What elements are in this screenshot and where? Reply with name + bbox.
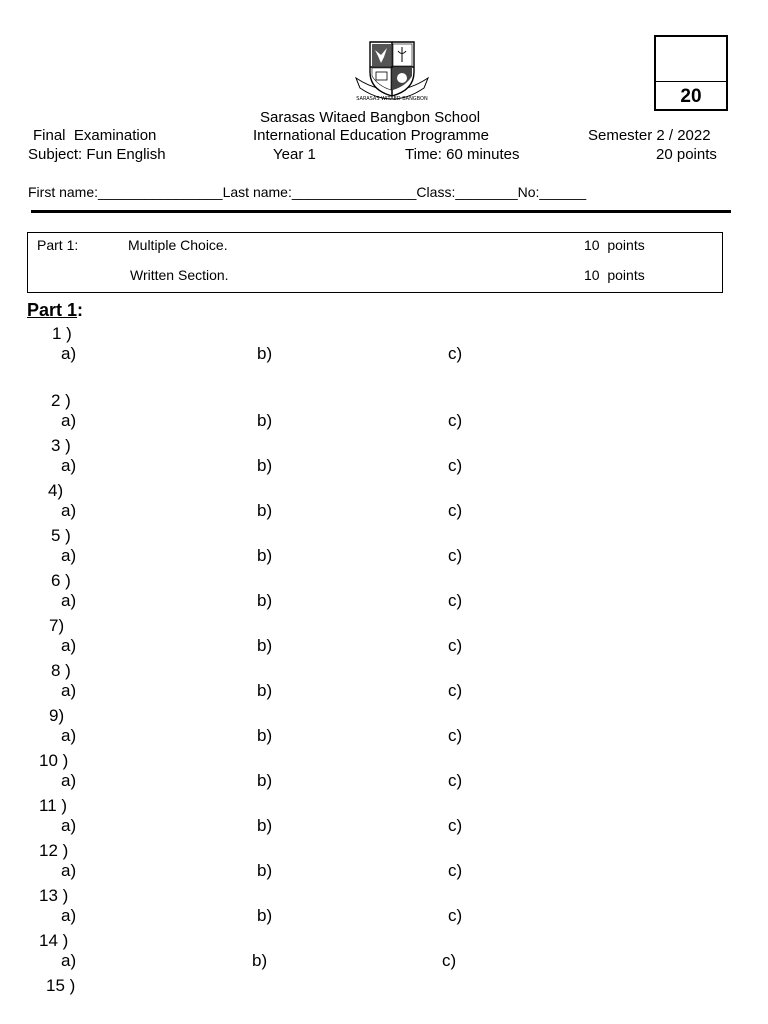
question-row [0,662,768,707]
section-title [27,301,83,319]
answer-option-a: a) [61,456,77,475]
student-info-line: First name:________________Last name:________________Class:________No:______ [28,184,587,200]
answer-option-a: a) [61,726,77,745]
question-number: 9) [49,706,65,725]
answer-option-a: a) [61,681,77,700]
total-score: 20 [680,86,702,107]
answer-option-c: c) [448,771,463,790]
answer-option-b: b) [257,636,273,655]
answer-option-b: b) [257,501,273,520]
question-number: 2 ) [51,391,71,410]
question-number: 3 ) [51,436,71,455]
answer-option-b: b) [257,546,273,565]
part-2-points: 10 points [584,267,645,283]
question-row [0,572,768,617]
question-row [0,325,768,370]
question-row [0,617,768,662]
answer-option-c: c) [448,816,463,835]
answer-option-a: a) [61,816,77,835]
exam-title: Final Examination [33,127,157,144]
part-1-label: Part 1: [37,237,79,253]
semester: Semester 2 / 2022 [588,127,711,144]
answer-option-a: a) [61,501,77,520]
answer-option-b: b) [257,591,273,610]
question-number: 15 ) [46,976,76,995]
answer-option-c: c) [448,726,463,745]
answer-option-b: b) [257,456,273,475]
question-row [0,977,768,1022]
answer-option-a: a) [61,771,77,790]
answer-option-c: c) [448,906,463,925]
exam-time: Time: 60 minutes [405,146,520,163]
question-row [0,932,768,977]
answer-option-b: b) [257,681,273,700]
year-level: Year 1 [273,146,316,163]
part-2-name: Written Section. [130,267,229,283]
question-row [0,707,768,752]
score-box [654,35,728,111]
answer-option-a: a) [61,906,77,925]
answer-option-c: c) [448,861,463,880]
answer-option-b: b) [257,344,273,363]
answer-option-a: a) [61,951,77,970]
question-number: 13 ) [39,886,69,905]
answer-option-b: b) [257,816,273,835]
question-row [0,842,768,887]
answer-option-b: b) [257,726,273,745]
question-row [0,392,768,437]
question-number: 4) [48,481,64,500]
question-number: 6 ) [51,571,71,590]
question-row [0,527,768,572]
question-row [0,797,768,842]
question-number: 1 ) [52,324,72,343]
section-title-colon: : [77,300,84,320]
answer-option-a: a) [61,861,77,880]
answer-option-c: c) [448,501,463,520]
question-number: 5 ) [51,526,71,545]
total-points: 20 points [656,146,717,163]
answer-option-c: c) [448,456,463,475]
question-number: 11 ) [39,796,68,815]
score-box-divider [656,81,726,82]
answer-option-b: b) [257,411,273,430]
subject: Subject: Fun English [28,146,166,163]
answer-option-c: c) [442,951,457,970]
crest-banner-text: SARASAS WITAED BANGBON [356,96,428,102]
answer-option-a: a) [61,344,77,363]
answer-option-a: a) [61,591,77,610]
answer-option-c: c) [448,636,463,655]
part-1-name: Multiple Choice. [128,237,228,253]
question-row [0,437,768,482]
answer-option-c: c) [448,344,463,363]
answer-option-c: c) [448,546,463,565]
question-row [0,752,768,797]
answer-option-b: b) [257,861,273,880]
question-number: 7) [49,616,65,635]
question-number: 14 ) [39,931,69,950]
part-1-points: 10 points [584,237,645,253]
question-number: 12 ) [39,841,69,860]
question-number: 8 ) [51,661,71,680]
school-name: Sarasas Witaed Bangbon School [260,109,481,126]
answer-option-c: c) [448,681,463,700]
answer-option-c: c) [448,591,463,610]
answer-option-b: b) [257,906,273,925]
answer-option-a: a) [61,546,77,565]
answer-option-b: b) [257,771,273,790]
answer-option-a: a) [61,411,77,430]
school-crest-logo [352,40,432,106]
answer-option-c: c) [448,411,463,430]
section-title-underlined: Part 1 [27,300,78,320]
question-row [0,482,768,527]
answer-option-b: b) [252,951,268,970]
answer-option-a: a) [61,636,77,655]
programme-name: International Education Programme [253,127,489,144]
question-row [0,887,768,932]
header-divider [31,210,731,213]
question-number: 10 ) [39,751,69,770]
